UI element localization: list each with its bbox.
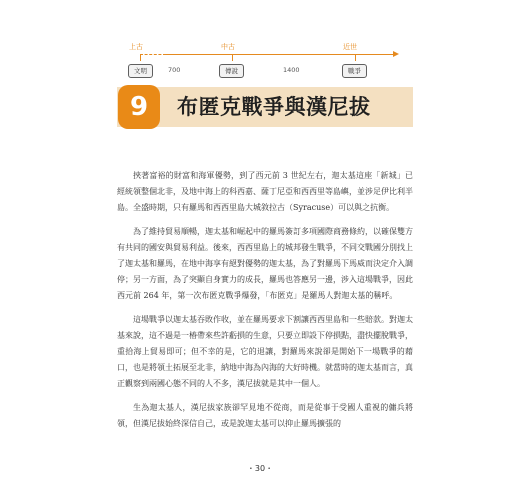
body-paragraph: 挾著富裕的財富和海軍優勢，到了西元前 3 世紀左右，迦太基這座「新城」已經統領整個北非，及地中海上的科西嘉、薩丁尼亞和西西里等島嶼，並涉足伊比利半島。全盛時期，只有羅馬和西西里島大城敘拉古（Syracuse）可以與之抗衡。 — [117, 171, 413, 212]
timeline-year-1400: 1400 — [283, 66, 300, 74]
era-label-ancient: 上古 — [129, 43, 143, 51]
timeline-marker-civilization — [140, 54, 141, 61]
era-timeline — [0, 0, 520, 90]
chapter-body — [117, 168, 413, 440]
body-paragraph: 為了維持貿易順暢，迦太基和崛起中的羅馬簽訂多項國際商務條約，以確保雙方有共同的國安與貿易利益。後來，西西里島上的城邦發生戰爭，不同交戰國分別找上了迦太基和羅馬，在地中海享有絕對優勢的迦太基，為了對羅馬下馬威而決定介入調停；另一方面，為了突顯自身實力的成長，羅馬也答應另一邊，涉入這場戰爭，因此西元前 264 年，第一次布匿克戰爭爆發，「布匿克」是羅馬人對迦太基的稱呼。 — [117, 227, 413, 300]
timeline-marker-war — [355, 54, 356, 61]
timeline-marker-legend — [232, 54, 233, 61]
page-number: ・30・ — [246, 464, 274, 473]
chapter-number-badge: 9 — [118, 85, 160, 129]
arrow-right-icon — [393, 51, 399, 57]
era-label-modern: 近世 — [343, 43, 357, 51]
timeline-axis-line — [166, 54, 396, 55]
timeline-event-war: 戰爭 — [342, 64, 367, 78]
timeline-dashed-segment — [140, 54, 166, 55]
timeline-year-700: 700 — [168, 66, 181, 74]
timeline-event-legend: 傳說 — [219, 64, 244, 78]
chapter-title: 布匿克戰爭與漢尼拔 — [177, 95, 371, 119]
era-label-medieval: 中古 — [221, 43, 235, 51]
body-paragraph: 這場戰爭以迦太基吞敗作收，並在羅馬要求下割讓西西里島和一些賠款。對迦太基來說，這不過是一椿帶來些許虧損的生意，只要立即設下停損點，盡快擺脫戰爭，重拾海上貿易即可；但不幸的是，它的退讓，對羅馬來說卻是開始下一場戰爭的藉口，也是將領土拓展至北非，納地中海為內海的大好時機。就當時的迦太基而言，真正觀察到兩國心態不同的人不多，漢尼拔就是其中一個人。 — [117, 315, 413, 388]
body-paragraph: 生為迦太基人，漢尼拔家族卻罕見地不從商，而是從事于受國人重視的傭兵將領，但漢尼拔始終深信自己，或是說迦太基可以抑止羅馬擴張的 — [117, 403, 413, 428]
timeline-event-civilization: 文明 — [128, 64, 153, 78]
